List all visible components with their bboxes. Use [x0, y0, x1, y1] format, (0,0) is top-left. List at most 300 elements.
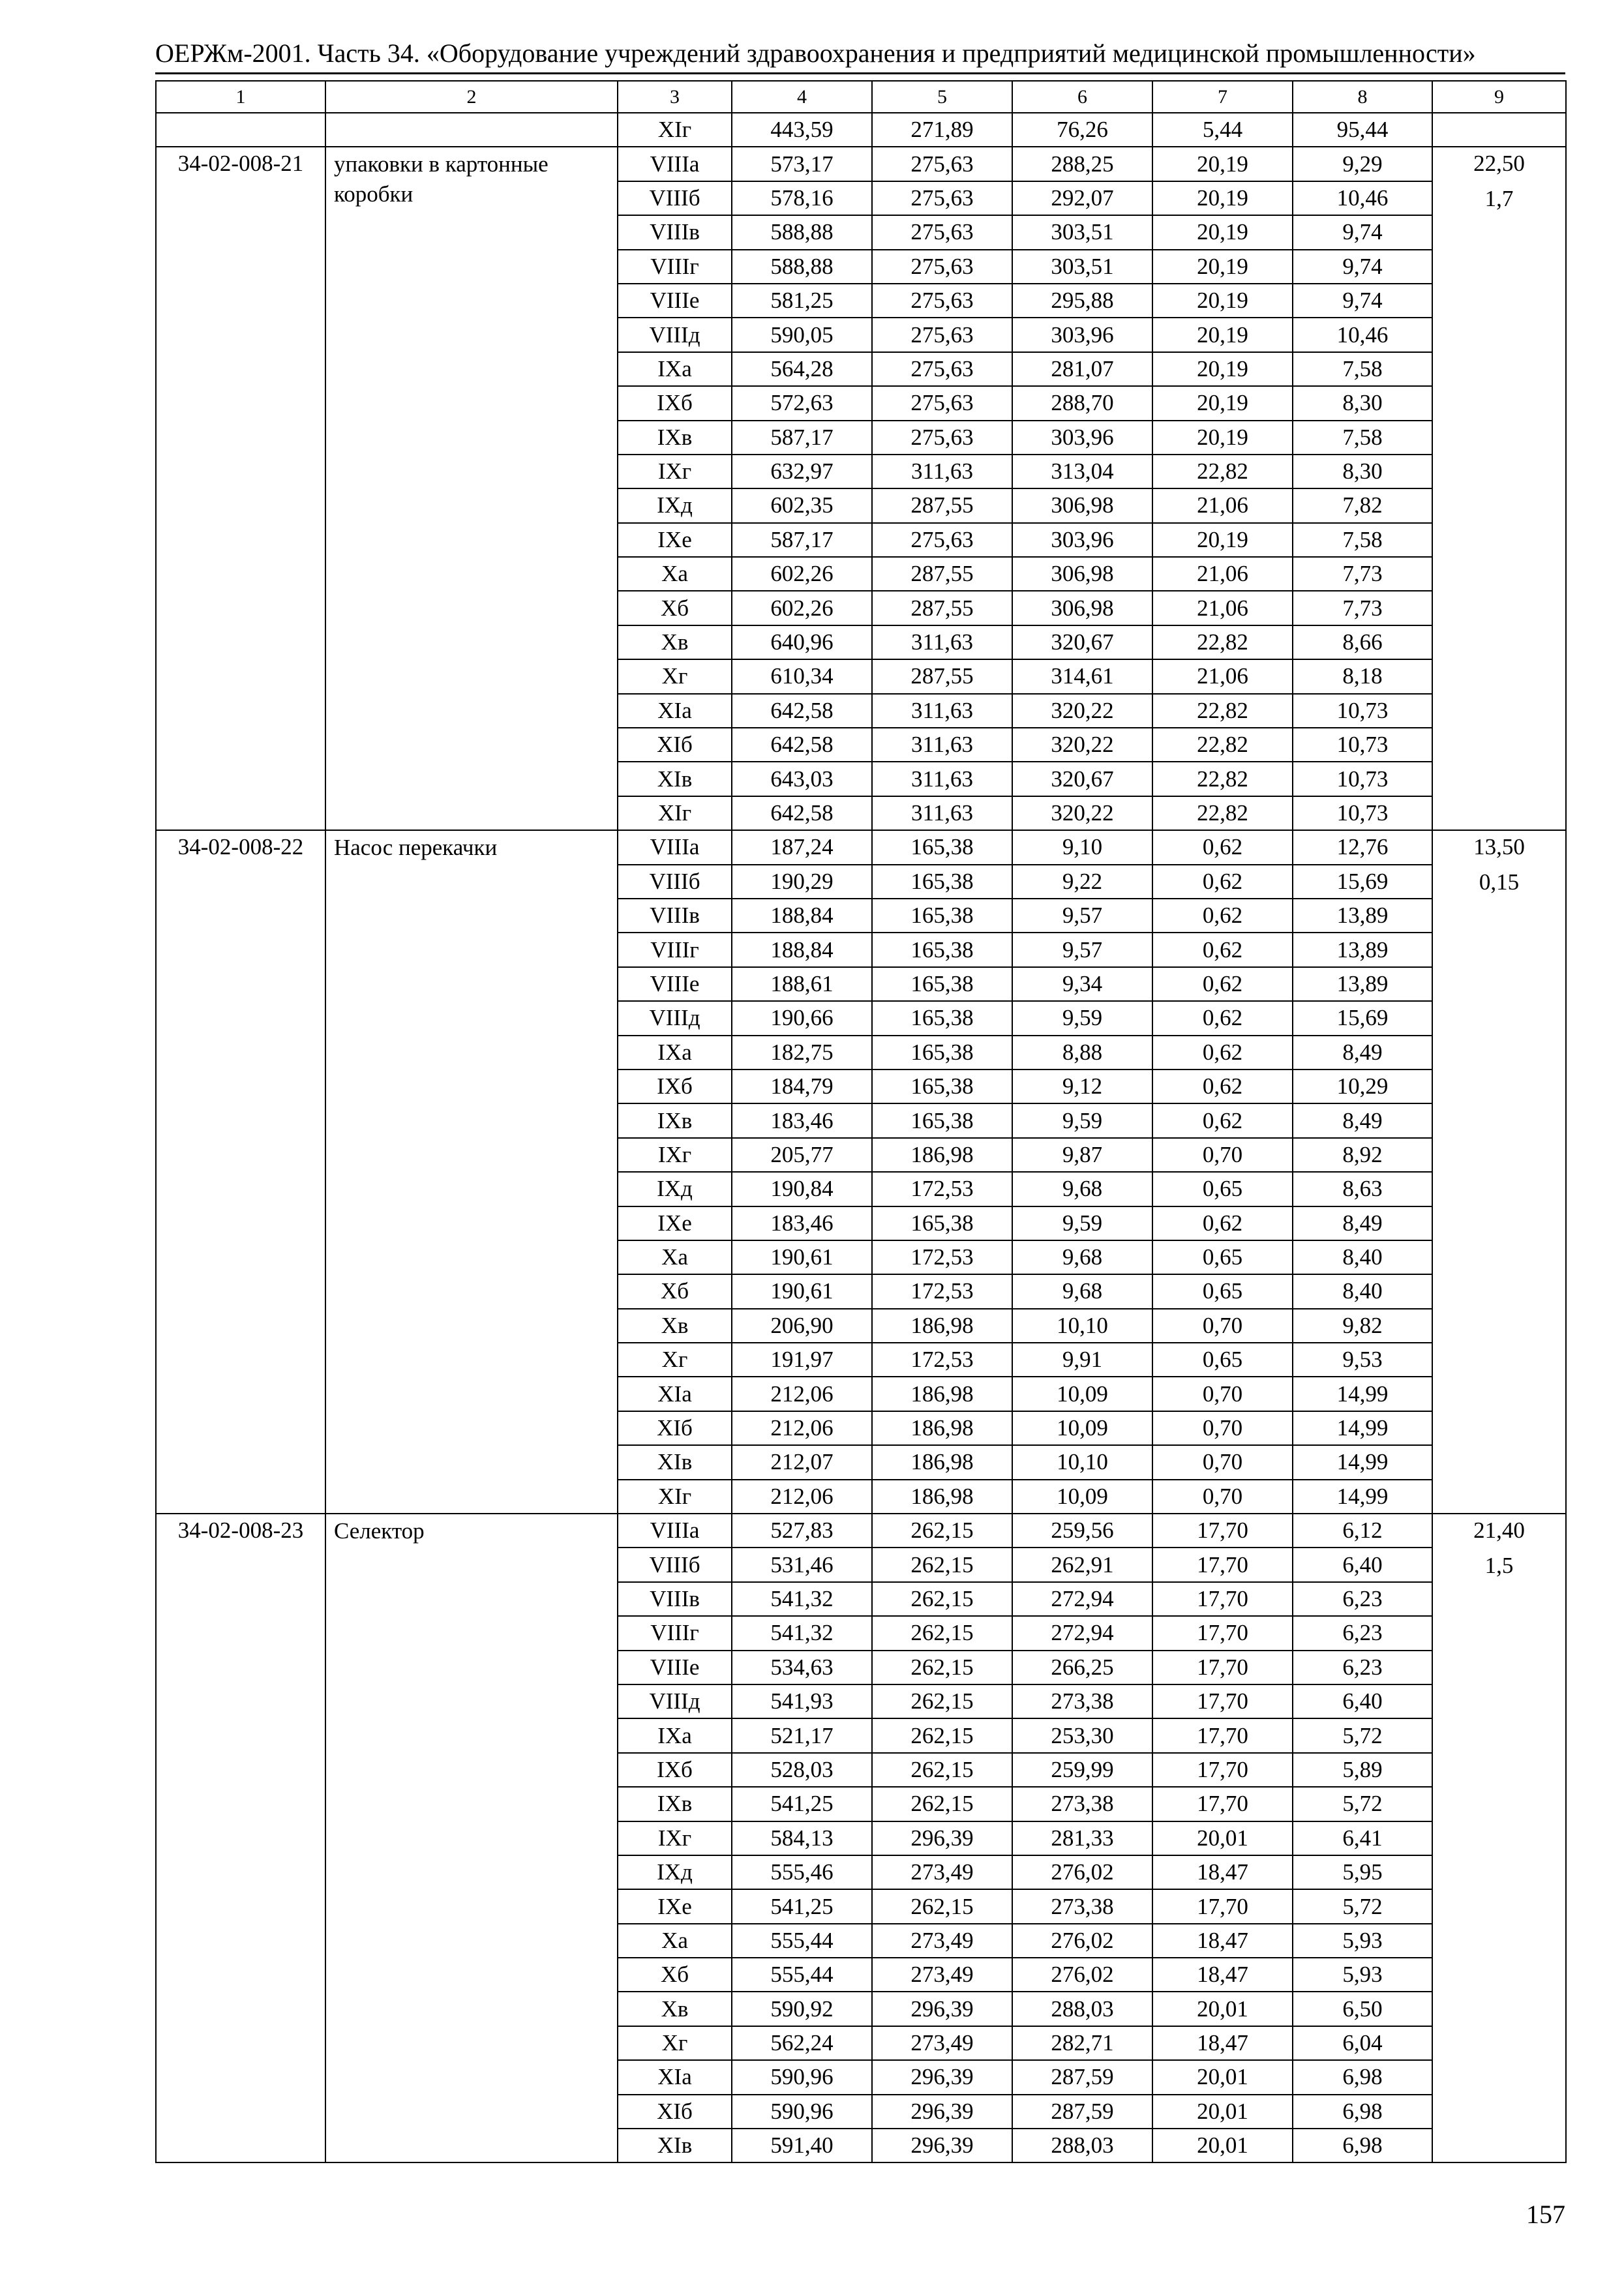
rate-code: 34-02-008-22: [156, 830, 325, 1514]
table-cell: VIIIе: [618, 1651, 732, 1684]
table-cell: 521,17: [732, 1718, 872, 1752]
table-cell: IXа: [618, 1718, 732, 1752]
continuation-row: [156, 113, 1566, 147]
table-cell: 15,69: [1293, 1001, 1432, 1035]
table-cell: 5,72: [1293, 1787, 1432, 1821]
table-cell: 578,16: [732, 181, 872, 215]
table-cell: Xв: [618, 1992, 732, 2026]
table-cell: 10,09: [1012, 1411, 1152, 1445]
table-cell: 9,59: [1012, 1103, 1152, 1137]
table-cell: 5,95: [1293, 1855, 1432, 1889]
table-cell: 9,59: [1012, 1001, 1152, 1035]
table-cell: 296,39: [872, 2095, 1012, 2129]
table-cell: 281,33: [1012, 1821, 1152, 1855]
table-cell: 5,72: [1293, 1889, 1432, 1923]
table-cell: 9,74: [1293, 284, 1432, 318]
table-cell: 212,06: [732, 1411, 872, 1445]
work-name: Насос перекачки: [325, 830, 618, 1514]
table-cell: 288,03: [1012, 2129, 1152, 2162]
table-cell: VIIIг: [618, 250, 732, 284]
table-cell: 18,47: [1152, 1924, 1293, 1958]
table-cell: 190,29: [732, 865, 872, 899]
table-cell: 7,73: [1293, 557, 1432, 591]
column-number: 6: [1012, 81, 1152, 113]
table-cell: VIIIб: [618, 1548, 732, 1581]
table-cell: 6,50: [1293, 1992, 1432, 2026]
table-cell: 172,53: [872, 1274, 1012, 1308]
table-cell: IXг: [618, 455, 732, 488]
table-cell: 20,19: [1152, 147, 1293, 181]
table-cell: 275,63: [872, 147, 1012, 181]
table-cell: 292,07: [1012, 181, 1152, 215]
col9-cell: [1432, 113, 1566, 147]
table-cell: 262,15: [872, 1718, 1012, 1752]
table-cell: 183,46: [732, 1103, 872, 1137]
table-cell: 5,72: [1293, 1718, 1432, 1752]
table-cell: XIг: [618, 113, 732, 147]
table-cell: 541,25: [732, 1787, 872, 1821]
table-cell: IXг: [618, 1821, 732, 1855]
table-row: [156, 830, 1566, 864]
table-cell: 5,44: [1152, 113, 1293, 147]
table-cell: XIб: [618, 728, 732, 762]
table-cell: 6,04: [1293, 2026, 1432, 2060]
table-cell: 262,15: [872, 1616, 1012, 1650]
table-cell: 572,63: [732, 386, 872, 420]
table-cell: 275,63: [872, 215, 1012, 249]
table-cell: 541,32: [732, 1616, 872, 1650]
table-cell: VIIIб: [618, 865, 732, 899]
work-name: Селектор: [325, 1514, 618, 2162]
table-cell: 275,63: [872, 523, 1012, 557]
table-cell: 212,06: [732, 1377, 872, 1411]
table-cell: 287,55: [872, 659, 1012, 693]
table-cell: 22,82: [1152, 796, 1293, 830]
table-cell: VIIIе: [618, 284, 732, 318]
table-cell: 165,38: [872, 1206, 1012, 1240]
table-cell: Xг: [618, 2026, 732, 2060]
table-cell: 22,82: [1152, 455, 1293, 488]
table-cell: 184,79: [732, 1070, 872, 1103]
table-cell: 17,70: [1152, 1616, 1293, 1650]
table-cell: 8,49: [1293, 1036, 1432, 1070]
table-cell: 275,63: [872, 352, 1012, 386]
table-cell: 8,30: [1293, 386, 1432, 420]
table-cell: 17,70: [1152, 1582, 1293, 1616]
table-cell: 0,62: [1152, 1103, 1293, 1137]
table-cell: 287,59: [1012, 2095, 1152, 2129]
table-cell: 0,62: [1152, 1036, 1293, 1070]
table-cell: 306,98: [1012, 591, 1152, 625]
table-cell: 10,10: [1012, 1445, 1152, 1479]
col9-value: 21,40: [1473, 1518, 1525, 1544]
table-cell: 191,97: [732, 1343, 872, 1377]
table-cell: 7,58: [1293, 352, 1432, 386]
table-cell: 17,70: [1152, 1548, 1293, 1581]
table-cell: 8,40: [1293, 1274, 1432, 1308]
table-cell: 9,82: [1293, 1309, 1432, 1343]
table-cell: 0,65: [1152, 1274, 1293, 1308]
table-cell: 165,38: [872, 1103, 1012, 1137]
table-cell: 0,70: [1152, 1377, 1293, 1411]
table-cell: 6,23: [1293, 1651, 1432, 1684]
table-cell: 573,17: [732, 147, 872, 181]
table-cell: 276,02: [1012, 1855, 1152, 1889]
table-cell: 212,06: [732, 1480, 872, 1514]
table-cell: 186,98: [872, 1411, 1012, 1445]
table-cell: 0,62: [1152, 830, 1293, 864]
table-cell: 10,73: [1293, 762, 1432, 796]
table-cell: 0,70: [1152, 1480, 1293, 1514]
table-cell: 590,96: [732, 2060, 872, 2094]
table-cell: 273,38: [1012, 1889, 1152, 1923]
table-cell: 20,19: [1152, 250, 1293, 284]
table-cell: 0,70: [1152, 1138, 1293, 1172]
table-cell: 8,49: [1293, 1103, 1432, 1137]
table-cell: 165,38: [872, 830, 1012, 864]
table-cell: 273,38: [1012, 1684, 1152, 1718]
table-cell: 273,49: [872, 1924, 1012, 1958]
table-cell: 9,59: [1012, 1206, 1152, 1240]
table-cell: XIв: [618, 2129, 732, 2162]
table-cell: 10,46: [1293, 318, 1432, 352]
table-cell: XIб: [618, 2095, 732, 2129]
table-cell: 588,88: [732, 250, 872, 284]
table-cell: VIIIд: [618, 318, 732, 352]
table-cell: 591,40: [732, 2129, 872, 2162]
table-cell: 8,40: [1293, 1240, 1432, 1274]
table-cell: 287,59: [1012, 2060, 1152, 2094]
table-cell: 9,22: [1012, 865, 1152, 899]
table-cell: 306,98: [1012, 557, 1152, 591]
column-number-row: [156, 81, 1566, 113]
table-cell: 9,68: [1012, 1240, 1152, 1274]
table-cell: 259,56: [1012, 1514, 1152, 1548]
table-cell: 273,38: [1012, 1787, 1152, 1821]
table-cell: 8,63: [1293, 1172, 1432, 1206]
table-cell: 186,98: [872, 1480, 1012, 1514]
table-cell: XIг: [618, 796, 732, 830]
table-cell: 271,89: [872, 113, 1012, 147]
table-cell: VIIIг: [618, 1616, 732, 1650]
table-cell: IXб: [618, 1070, 732, 1103]
table-cell: 5,93: [1293, 1958, 1432, 1992]
table-cell: 632,97: [732, 455, 872, 488]
table-cell: XIб: [618, 1411, 732, 1445]
table-cell: 186,98: [872, 1445, 1012, 1479]
page-header-title: ОЕРЖм-2001. Часть 34. «Оборудование учреждений здравоохранения и предприятий медицинской промышленности»: [155, 38, 1476, 68]
table-cell: IXб: [618, 386, 732, 420]
table-cell: 262,15: [872, 1684, 1012, 1718]
table-cell: 0,65: [1152, 1172, 1293, 1206]
table-cell: 541,93: [732, 1684, 872, 1718]
table-cell: VIIIе: [618, 967, 732, 1001]
table-cell: 555,46: [732, 1855, 872, 1889]
table-cell: 320,22: [1012, 694, 1152, 728]
col9-value: 1,7: [1484, 186, 1514, 212]
table-cell: 165,38: [872, 865, 1012, 899]
table-cell: 18,47: [1152, 1855, 1293, 1889]
table-cell: 13,89: [1293, 899, 1432, 933]
table-cell: 640,96: [732, 625, 872, 659]
table-cell: 10,29: [1293, 1070, 1432, 1103]
table-cell: 303,96: [1012, 318, 1152, 352]
table-cell: 262,15: [872, 1651, 1012, 1684]
table-cell: 528,03: [732, 1753, 872, 1787]
table-body: [156, 81, 1566, 2162]
table-cell: 8,66: [1293, 625, 1432, 659]
table-cell: IXв: [618, 421, 732, 455]
table-cell: 212,07: [732, 1445, 872, 1479]
table-cell: 172,53: [872, 1343, 1012, 1377]
table-cell: 262,15: [872, 1787, 1012, 1821]
table-cell: 311,63: [872, 625, 1012, 659]
table-cell: Xа: [618, 557, 732, 591]
table-cell: 314,61: [1012, 659, 1152, 693]
table-cell: 273,49: [872, 1855, 1012, 1889]
table-cell: 5,89: [1293, 1753, 1432, 1787]
table-cell: 7,73: [1293, 591, 1432, 625]
table-cell: 22,82: [1152, 728, 1293, 762]
table-cell: 0,62: [1152, 899, 1293, 933]
table-cell: 165,38: [872, 1070, 1012, 1103]
table-cell: 9,29: [1293, 147, 1432, 181]
table-cell: 311,63: [872, 694, 1012, 728]
table-cell: 12,76: [1293, 830, 1432, 864]
table-cell: 10,73: [1293, 728, 1432, 762]
table-cell: 306,98: [1012, 488, 1152, 522]
table-cell: 320,67: [1012, 625, 1152, 659]
table-cell: IXе: [618, 1206, 732, 1240]
col9-value: 0,15: [1479, 869, 1520, 895]
table-cell: 303,51: [1012, 215, 1152, 249]
table-cell: IXд: [618, 1855, 732, 1889]
table-cell: 20,01: [1152, 2129, 1293, 2162]
table-cell: 76,26: [1012, 113, 1152, 147]
table-cell: 9,74: [1293, 250, 1432, 284]
table-cell: 188,61: [732, 967, 872, 1001]
table-cell: 262,15: [872, 1889, 1012, 1923]
table-cell: 9,10: [1012, 830, 1152, 864]
table-cell: VIIIа: [618, 830, 732, 864]
table-cell: 275,63: [872, 421, 1012, 455]
column-number: 7: [1152, 81, 1293, 113]
table-cell: 541,25: [732, 1889, 872, 1923]
table-cell: 281,07: [1012, 352, 1152, 386]
table-cell: 313,04: [1012, 455, 1152, 488]
table-cell: 17,70: [1152, 1651, 1293, 1684]
table-cell: 10,09: [1012, 1377, 1152, 1411]
table-cell: 17,70: [1152, 1718, 1293, 1752]
table-cell: 20,01: [1152, 2060, 1293, 2094]
table-cell: 311,63: [872, 796, 1012, 830]
table-cell: 602,35: [732, 488, 872, 522]
table-cell: 311,63: [872, 455, 1012, 488]
table-cell: 287,55: [872, 488, 1012, 522]
table-cell: 13,89: [1293, 967, 1432, 1001]
table-cell: 9,68: [1012, 1274, 1152, 1308]
table-cell: 13,89: [1293, 933, 1432, 966]
table-cell: 9,68: [1012, 1172, 1152, 1206]
table-cell: 17,70: [1152, 1889, 1293, 1923]
table-cell: 21,06: [1152, 659, 1293, 693]
table-cell: 0,70: [1152, 1445, 1293, 1479]
table-cell: 18,47: [1152, 2026, 1293, 2060]
work-name: упаковки в картонные коробки: [325, 147, 618, 830]
table-cell: 0,70: [1152, 1309, 1293, 1343]
table-cell: 276,02: [1012, 1924, 1152, 1958]
table-cell: 6,98: [1293, 2129, 1432, 2162]
table-cell: 22,82: [1152, 694, 1293, 728]
name-cell: [325, 113, 618, 147]
table-cell: 9,53: [1293, 1343, 1432, 1377]
table-cell: 7,82: [1293, 488, 1432, 522]
table-cell: 296,39: [872, 2060, 1012, 2094]
column-number: 2: [325, 81, 618, 113]
table-cell: Xб: [618, 1274, 732, 1308]
table-cell: 10,46: [1293, 181, 1432, 215]
table-cell: 20,19: [1152, 318, 1293, 352]
table-cell: Xа: [618, 1924, 732, 1958]
table-cell: VIIIа: [618, 1514, 732, 1548]
table-cell: 253,30: [1012, 1718, 1152, 1752]
table-cell: 288,25: [1012, 147, 1152, 181]
table-cell: 287,55: [872, 557, 1012, 591]
column-number: 9: [1432, 81, 1566, 113]
col9-values: [1432, 830, 1566, 1514]
table-cell: 275,63: [872, 386, 1012, 420]
table-cell: 320,67: [1012, 762, 1152, 796]
table-cell: 5,93: [1293, 1924, 1432, 1958]
table-cell: 6,40: [1293, 1684, 1432, 1718]
table-cell: 95,44: [1293, 113, 1432, 147]
table-cell: 8,18: [1293, 659, 1432, 693]
table-cell: 555,44: [732, 1924, 872, 1958]
table-cell: 303,51: [1012, 250, 1152, 284]
col9-value: 13,50: [1473, 834, 1525, 860]
table-cell: 262,15: [872, 1514, 1012, 1548]
table-cell: Xв: [618, 1309, 732, 1343]
table-cell: VIIIв: [618, 899, 732, 933]
table-cell: 182,75: [732, 1036, 872, 1070]
table-cell: 20,19: [1152, 181, 1293, 215]
table-cell: 282,71: [1012, 2026, 1152, 2060]
table-cell: 186,98: [872, 1309, 1012, 1343]
table-cell: 165,38: [872, 1001, 1012, 1035]
table-cell: 287,55: [872, 591, 1012, 625]
table-cell: 9,74: [1293, 215, 1432, 249]
table-cell: 22,82: [1152, 762, 1293, 796]
table-cell: 295,88: [1012, 284, 1152, 318]
table-cell: 21,06: [1152, 591, 1293, 625]
table-cell: 311,63: [872, 728, 1012, 762]
table-cell: XIа: [618, 694, 732, 728]
table-cell: 9,12: [1012, 1070, 1152, 1103]
table-cell: 21,06: [1152, 557, 1293, 591]
column-number: 3: [618, 81, 732, 113]
table-cell: 590,92: [732, 1992, 872, 2026]
table-cell: XIг: [618, 1480, 732, 1514]
table-cell: 6,23: [1293, 1616, 1432, 1650]
table-cell: 9,91: [1012, 1343, 1152, 1377]
table-cell: XIв: [618, 1445, 732, 1479]
table-cell: VIIIа: [618, 147, 732, 181]
code-cell: [156, 113, 325, 147]
table-cell: 6,40: [1293, 1548, 1432, 1581]
table-cell: 9,34: [1012, 967, 1152, 1001]
column-number: 4: [732, 81, 872, 113]
table-cell: VIIIг: [618, 933, 732, 966]
table-cell: 588,88: [732, 215, 872, 249]
table-cell: IXд: [618, 488, 732, 522]
table-cell: 273,49: [872, 2026, 1012, 2060]
table-cell: 555,44: [732, 1958, 872, 1992]
table-cell: 587,17: [732, 523, 872, 557]
table-cell: 6,12: [1293, 1514, 1432, 1548]
table-cell: 587,17: [732, 421, 872, 455]
table-cell: IXв: [618, 1787, 732, 1821]
table-cell: 21,06: [1152, 488, 1293, 522]
table-cell: 534,63: [732, 1651, 872, 1684]
rate-code: 34-02-008-21: [156, 147, 325, 830]
table-cell: Xв: [618, 625, 732, 659]
table-cell: 20,19: [1152, 215, 1293, 249]
table-cell: 311,63: [872, 762, 1012, 796]
table-cell: XIв: [618, 762, 732, 796]
table-cell: 20,01: [1152, 1992, 1293, 2026]
table-cell: 0,62: [1152, 865, 1293, 899]
table-cell: 320,22: [1012, 796, 1152, 830]
rates-table: [155, 80, 1567, 2163]
table-cell: 20,19: [1152, 352, 1293, 386]
table-cell: 190,61: [732, 1274, 872, 1308]
table-cell: 14,99: [1293, 1377, 1432, 1411]
table-cell: 0,62: [1152, 1070, 1293, 1103]
table-cell: 172,53: [872, 1240, 1012, 1274]
table-cell: 17,70: [1152, 1753, 1293, 1787]
table-cell: 584,13: [732, 1821, 872, 1855]
table-cell: VIIIб: [618, 181, 732, 215]
table-cell: 8,92: [1293, 1138, 1432, 1172]
table-cell: 10,73: [1293, 694, 1432, 728]
table-cell: XIа: [618, 2060, 732, 2094]
table-cell: 172,53: [872, 1172, 1012, 1206]
table-cell: 6,23: [1293, 1582, 1432, 1616]
table-cell: 183,46: [732, 1206, 872, 1240]
table-cell: 190,84: [732, 1172, 872, 1206]
table-cell: 17,70: [1152, 1684, 1293, 1718]
column-number: 1: [156, 81, 325, 113]
table-cell: 262,15: [872, 1582, 1012, 1616]
table-cell: 443,59: [732, 113, 872, 147]
table-cell: 20,19: [1152, 421, 1293, 455]
table-cell: 9,87: [1012, 1138, 1152, 1172]
table-cell: 15,69: [1293, 865, 1432, 899]
table-cell: 188,84: [732, 933, 872, 966]
table-cell: 190,61: [732, 1240, 872, 1274]
table-cell: 17,70: [1152, 1787, 1293, 1821]
table-cell: 10,10: [1012, 1309, 1152, 1343]
table-cell: 6,98: [1293, 2095, 1432, 2129]
table-cell: 527,83: [732, 1514, 872, 1548]
table-cell: 9,57: [1012, 933, 1152, 966]
column-number: 8: [1293, 81, 1432, 113]
table-cell: 9,57: [1012, 899, 1152, 933]
table-cell: 14,99: [1293, 1411, 1432, 1445]
table-cell: 206,90: [732, 1309, 872, 1343]
page-number: 157: [1526, 2200, 1565, 2229]
table-cell: 186,98: [872, 1138, 1012, 1172]
